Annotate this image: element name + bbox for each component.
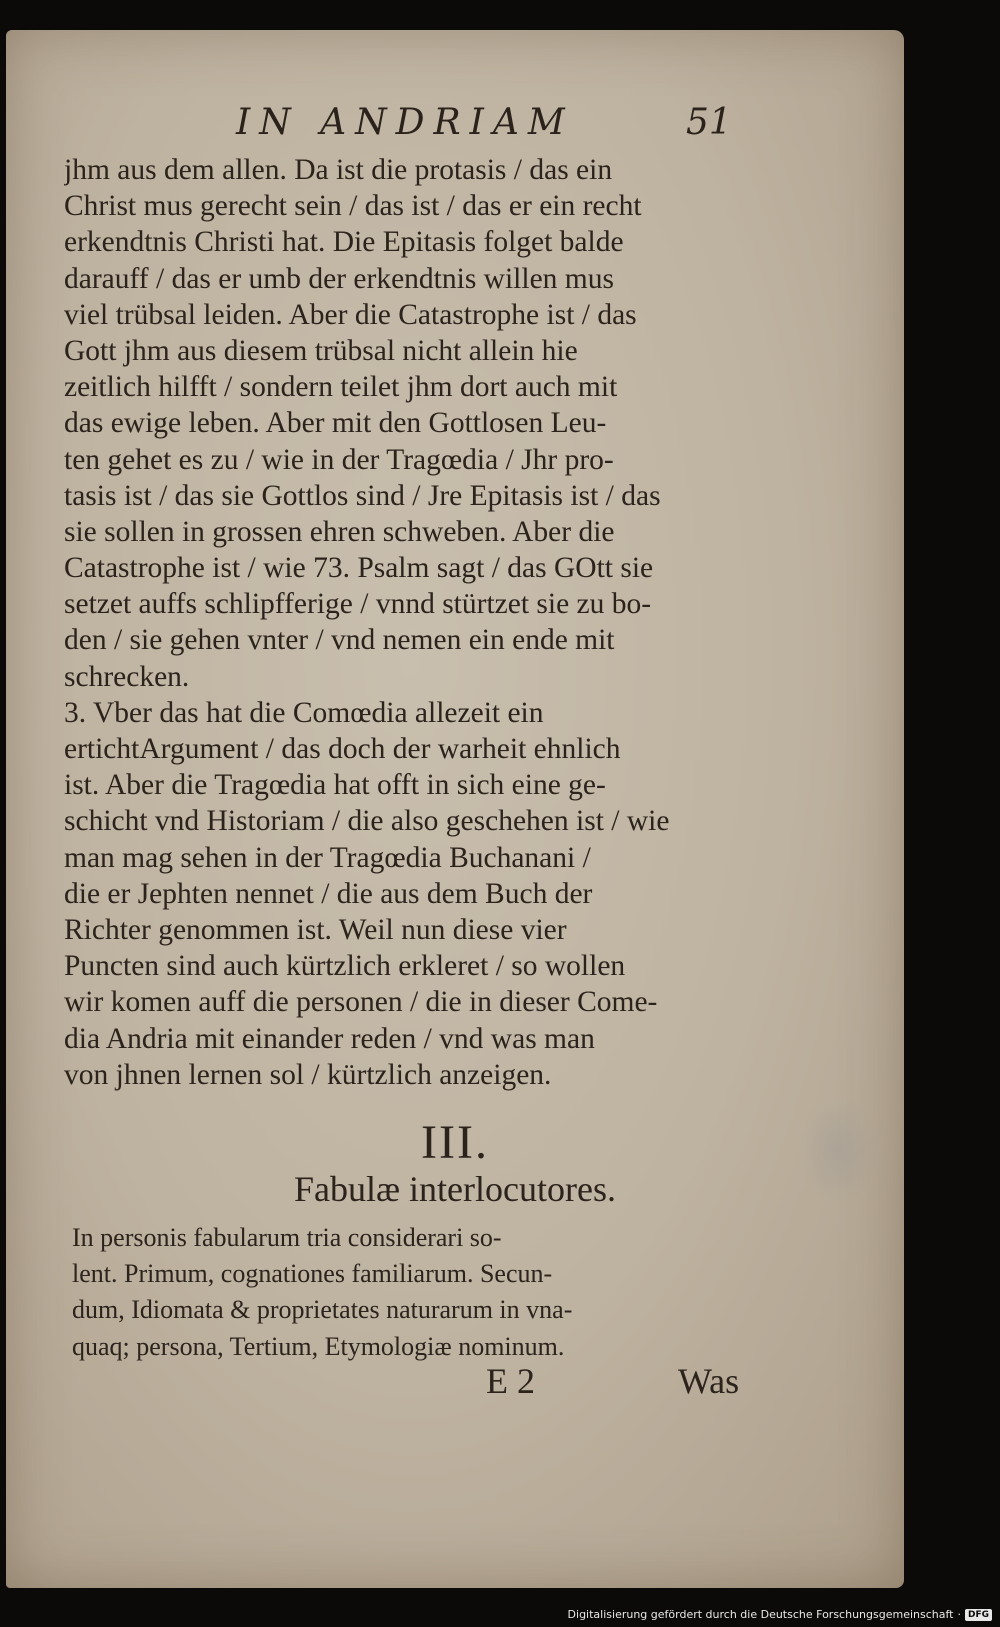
section-title: Fabulæ interlocutores. [294,1169,616,1209]
latin-line: dum, Idiomata & proprietates naturarum in vna- [72,1295,573,1325]
text-line: darauff / das er umb der erkendtnis willen mus [64,262,614,295]
page-number: 51 [686,102,732,143]
digitization-credit: Digitalisierung gefördert durch die Deutsche Forschungsgemeinschaft · DFG [568,1608,992,1621]
text-line: ist. Aber die Tragœdia hat offt in sich eine ge- [64,769,606,802]
text-line: dia Andria mit einander reden / vnd was man [64,1022,595,1055]
text-line: ertichtArgument / das doch der warheit ehnlich [64,733,621,765]
latin-line: lent. Primum, cognationes familiarum. Secun- [72,1259,553,1289]
text-line: tasis ist / das sie Gottlos sind / Jre Epitasis ist / das [64,479,661,512]
text-line: zeitlich hilfft / sondern teilet jhm dort auch mit [64,371,618,404]
section-numeral: III. [421,1116,489,1169]
credit-text: Digitalisierung gefördert durch die Deutsche Forschungsgemeinschaft [567,1608,954,1621]
page-footer-marks [6,1360,904,1410]
text-line: schrecken. [64,660,190,693]
text-line: Christ mus gerecht sein / das ist / das er ein recht [64,190,642,223]
german-text-block [64,152,789,1093]
text-line: Puncten sind auch kürtzlich erkleret / so wollen [64,950,626,983]
latin-line: In personis fabularum tria considerari so- [72,1223,502,1252]
text-line: ten gehet es zu / wie in der Tragœdia / Jhr pro- [64,443,614,476]
catchword: Was [678,1361,740,1401]
signature-mark: E 2 [486,1361,535,1401]
text-line: jhm aus dem allen. Da ist die protasis / das ein [64,154,613,186]
book-page [6,30,904,1588]
text-line: schicht vnd Historiam / die also geschehen ist / wie [64,805,670,838]
text-line: sie sollen in grossen ehren schweben. Aber die [64,515,615,548]
text-line: man mag sehen in der Tragœdia Buchanani / [64,841,591,874]
text-line: den / sie gehen vnter / vnd nemen ein ende mit [64,624,615,657]
text-line: von jhnen lernen sol / kürtzlich anzeigen. [64,1058,552,1091]
text-line: Richter genommen ist. Weil nun diese vier [64,913,567,946]
text-line: wir komen auff die personen / die in dieser Come- [64,986,658,1019]
running-title: IN ANDRIAM [236,102,574,143]
page-header [6,102,904,152]
text-line: das ewige leben. Aber mit den Gottlosen Leu- [64,407,607,440]
text-line: 3. Vber das hat die Comœdia allezeit ein [64,696,544,729]
latin-text-block [72,1220,792,1365]
text-line: setzet auffs schlipfferige / vnnd stürtzet sie zu bo- [64,588,652,621]
text-line: viel trübsal leiden. Aber die Catastrophe ist / das [64,298,637,331]
text-line: erkendtnis Christi hat. Die Epitasis folget balde [64,226,624,259]
latin-line: quaq; persona, Tertium, Etymologiæ nominum. [72,1331,565,1361]
text-line: Catastrophe ist / wie 73. Psalm sagt / das GOtt sie [64,552,654,585]
dfg-logo: DFG [965,1609,992,1621]
text-line: Gott jhm aus diesem trübsal nicht allein hie [64,334,578,367]
text-line: die er Jephten nennet / die aus dem Buch der [64,877,593,910]
